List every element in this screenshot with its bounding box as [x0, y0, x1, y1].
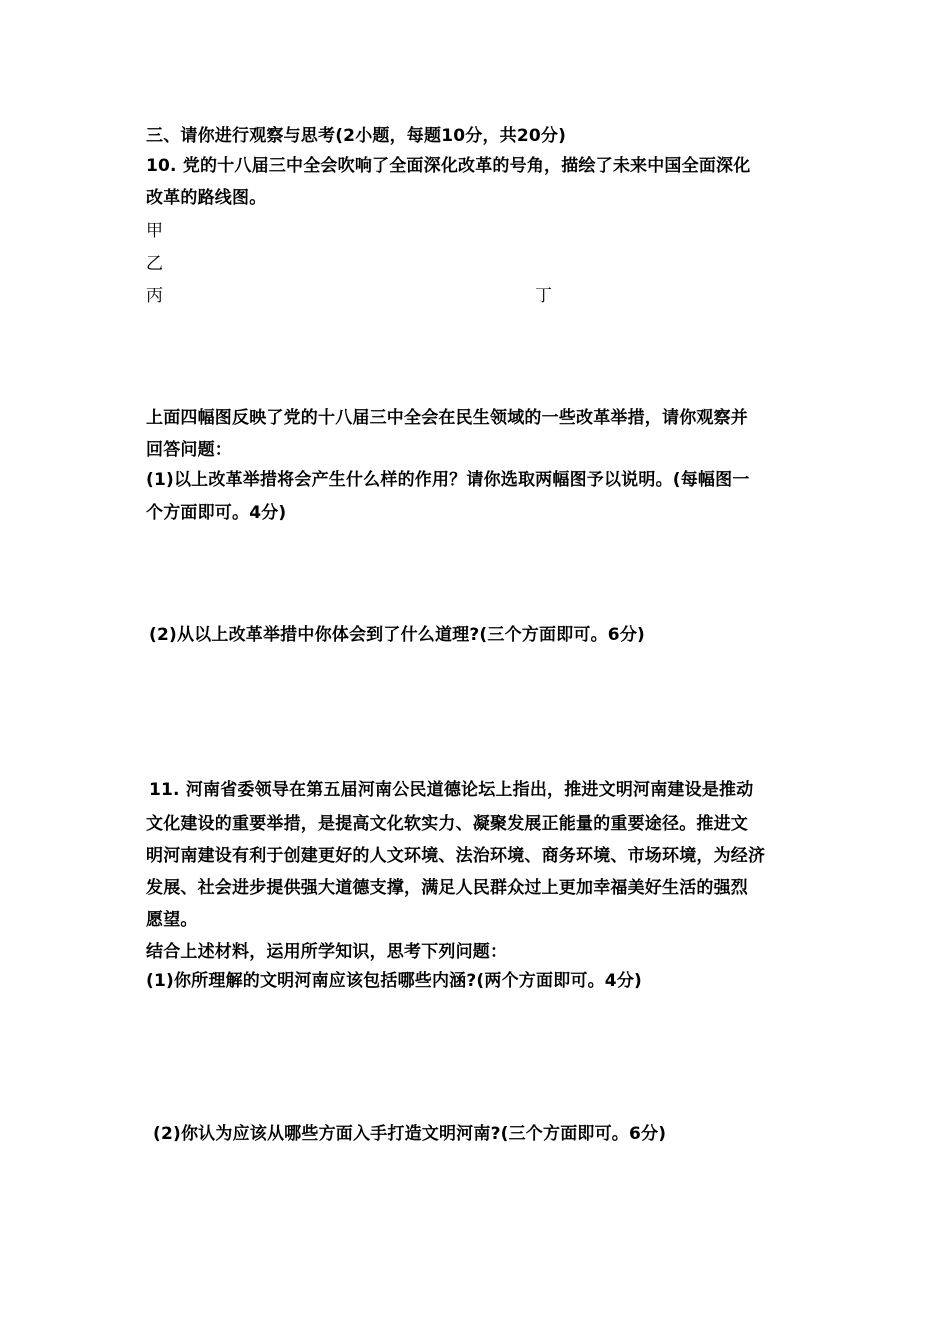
q11-prompt: 结合上述材料，运用所学知识，思考下列问题：: [146, 942, 508, 962]
q10-stem-line-2: 改革的路线图。: [146, 188, 267, 208]
figure-label-bing: 丙: [146, 286, 164, 306]
q10-sub2: (2)从以上改革举措中你体会到了什么道理?(三个方面即可。6分): [149, 625, 645, 645]
q10-stem-line-1: 10. 党的十八届三中全会吹响了全面深化改革的号角，描绘了未来中国全面深化: [146, 156, 751, 176]
q10-sub1-line-1: (1)以上改革举措将会产生什么样的作用？请你选取两幅图予以说明。(每幅图一: [146, 470, 750, 490]
figure-label-yi: 乙: [146, 254, 164, 274]
q11-sub1: (1)你所理解的文明河南应该包括哪些内涵?(两个方面即可。4分): [146, 971, 642, 991]
q11-stem-line-1: 11. 河南省委领导在第五届河南公民道德论坛上指出，推进文明河南建设是推动: [149, 780, 754, 800]
section-title: 三、请你进行观察与思考(2小题，每题10分，共20分): [146, 126, 567, 146]
q10-desc-line-2: 回答问题：: [146, 440, 232, 460]
figure-label-ding: 丁: [535, 286, 553, 306]
figure-label-jia: 甲: [146, 221, 164, 241]
q10-desc-line-1: 上面四幅图反映了党的十八届三中全会在民生领域的一些改革举措，请你观察并: [146, 408, 748, 428]
q11-stem-line-2: 文化建设的重要举措，是提高文化软实力、凝聚发展正能量的重要途径。推进文: [146, 814, 748, 834]
q11-stem-line-5: 愿望。: [146, 910, 198, 930]
q10-sub1-line-2: 个方面即可。4分): [146, 503, 287, 523]
q11-sub2: (2)你认为应该从哪些方面入手打造文明河南?(三个方面即可。6分): [153, 1124, 667, 1144]
q11-stem-line-3: 明河南建设有利于创建更好的人文环境、法治环境、商务环境、市场环境，为经济: [146, 846, 766, 866]
q11-stem-line-4: 发展、社会进步提供强大道德支撑，满足人民群众过上更加幸福美好生活的强烈: [146, 878, 748, 898]
